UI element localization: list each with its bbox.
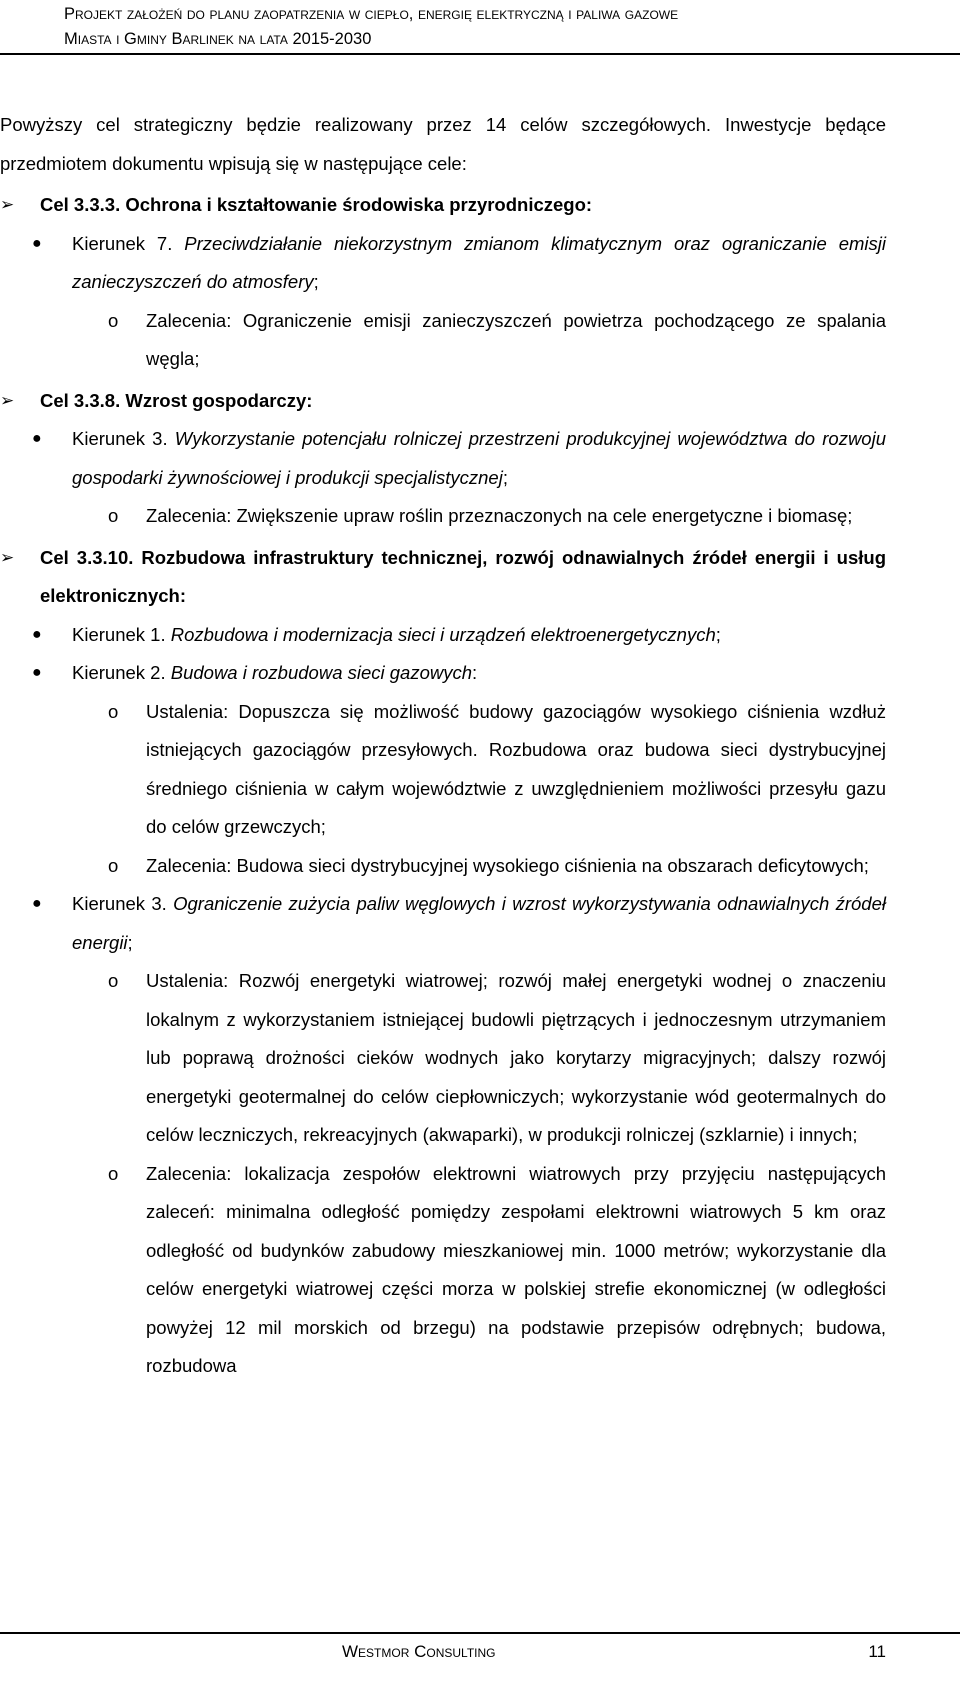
kierunek-text: Wykorzystanie potencjału rolniczej przestrzeni produkcyjnej województwa do rozwoju gospodarki żywnościowej i produkcji specjalistycznej bbox=[72, 428, 886, 488]
sub-item-text: Zalecenia: Budowa sieci dystrybucyjnej wysokiego ciśnienia na obszarach deficytowych; bbox=[146, 854, 869, 876]
bullet-icon: ● bbox=[32, 895, 42, 912]
kierunek-label: Kierunek 7. bbox=[72, 232, 173, 254]
kierunek-text: Budowa i rozbudowa sieci gazowych bbox=[170, 662, 473, 683]
footer-company: Westmor Consulting bbox=[342, 1642, 496, 1661]
page-number: 11 bbox=[868, 1642, 886, 1661]
cel-title: Cel 3.3.10. Rozbudowa infrastruktury technicznej, rozwój odnawialnych źródeł energii i usług elektronicznych: bbox=[40, 546, 886, 606]
sub-item bbox=[0, 302, 886, 379]
kierunek-item bbox=[0, 885, 886, 962]
circle-bullet-icon: o bbox=[108, 309, 119, 331]
cel-heading bbox=[0, 382, 886, 421]
sub-item-text: Zalecenia: Ograniczenie emisji zanieczyszczeń powietrza pochodzącego ze spalania węgla; bbox=[146, 309, 886, 369]
sub-item bbox=[0, 847, 886, 886]
kierunek-label: Kierunek 2. bbox=[72, 662, 166, 683]
header-line-2: Miasta i Gminy Barlinek na lata 2015-2030 bbox=[64, 30, 372, 48]
intro-paragraph: Powyższy cel strategiczny będzie realizowany przez 14 celów szczegółowych. Inwestycje będące przedmiotem dokumentu wpisują się w następujące cele: bbox=[0, 114, 886, 174]
sub-item bbox=[0, 962, 886, 1155]
circle-bullet-icon: o bbox=[108, 1162, 119, 1184]
arrow-bullet-icon: ➢ bbox=[0, 390, 15, 410]
document-body bbox=[0, 106, 886, 1386]
sub-item bbox=[0, 497, 886, 536]
kierunek-item bbox=[0, 225, 886, 302]
sub-item-text: Ustalenia: Dopuszcza się możliwość budowy gazociągów wysokiego ciśnienia wzdłuż istniejących gazociągów przesyłowych. Rozbudowa oraz budowa sieci dystrybucyjnej średniego ciśnienia w całym województwie z uwzględnieniem możliwości przesyłu gazu do celów grzewczych; bbox=[146, 700, 886, 837]
footer-divider bbox=[0, 1632, 960, 1634]
sub-item-text: Ustalenia: Rozwój energetyki wiatrowej; rozwój małej energetyki wodnej o znaczeniu lokalnym z wykorzystaniem istniejącej budowli piętrzących i jednoczesnym utrzymaniem lub poprawą drożności cieków wodnych jako korytarzy migracyjnych; dalszy rozwój energetyki geotermalnej do celów ciepłowniczych; wykorzystanie wód geotermalnych do celów leczniczych, rekreacyjnych (akwaparki), w produkcji rolniczej (szklarnie) i innych; bbox=[146, 970, 886, 1145]
kierunek-text: Rozbudowa i modernizacja sieci i urządzeń elektroenergetycznych bbox=[170, 623, 716, 645]
document-header bbox=[64, 2, 678, 52]
header-divider bbox=[0, 53, 960, 55]
kierunek-suffix: ; bbox=[715, 623, 721, 645]
header-line-1: Projekt założeń do planu zaopatrzenia w ciepło, energię elektryczną i paliwa gazowe bbox=[64, 5, 679, 23]
kierunek-label: Kierunek 3. bbox=[72, 893, 167, 914]
sub-item-text: Zalecenia: lokalizacja zespołów elektrowni wiatrowych przy przyjęciu następujących zaleceń: minimalna odległość pomiędzy zespołami elektrowni wiatrowych 5 km oraz odległość od budynków zabudowy mieszkaniowej min. 1000 metrów; wykorzystanie dla celów energetyki wiatrowej części morza w polskiej strefie ekonomicznej (w odległości powyżej 12 mil morskich od brzegu) na podstawie przepisów odrębnych; budowa, rozbudowa bbox=[146, 1162, 886, 1376]
circle-bullet-icon: o bbox=[108, 505, 119, 526]
bullet-icon: ● bbox=[32, 430, 42, 447]
kierunek-text: Przeciwdziałanie niekorzystnym zmianom klimatycznym oraz ograniczanie emisji zanieczyszczeń do atmosfery bbox=[72, 232, 886, 292]
sub-item bbox=[0, 693, 886, 847]
bullet-icon: ● bbox=[32, 625, 42, 643]
circle-bullet-icon: o bbox=[108, 970, 119, 991]
bullet-icon: ● bbox=[32, 234, 42, 252]
cel-title: Cel 3.3.3. Ochrona i kształtowanie środowiska przyrodniczego: bbox=[40, 194, 593, 215]
bullet-icon: ● bbox=[32, 664, 42, 681]
arrow-bullet-icon: ➢ bbox=[0, 195, 15, 214]
kierunek-item bbox=[0, 654, 886, 693]
kierunek-suffix: ; bbox=[313, 271, 319, 292]
circle-bullet-icon: o bbox=[108, 854, 119, 876]
kierunek-label: Kierunek 3. bbox=[72, 428, 168, 449]
cel-heading bbox=[0, 539, 886, 616]
cel-heading bbox=[0, 186, 886, 225]
circle-bullet-icon: o bbox=[108, 700, 119, 722]
cel-title: Cel 3.3.8. Wzrost gospodarczy: bbox=[40, 389, 313, 411]
arrow-bullet-icon: ➢ bbox=[0, 547, 15, 567]
kierunek-item bbox=[0, 420, 886, 497]
kierunek-item bbox=[0, 616, 886, 655]
sub-item-text: Zalecenia: Zwiększenie upraw roślin przeznaczonych na cele energetyczne i biomasę; bbox=[146, 505, 853, 526]
kierunek-label: Kierunek 1. bbox=[72, 623, 166, 645]
kierunek-suffix: ; bbox=[502, 466, 508, 488]
kierunek-text: Ograniczenie zużycia paliw węglowych i wzrost wykorzystywania odnawialnych źródeł energii bbox=[72, 893, 886, 953]
kierunek-suffix: ; bbox=[127, 931, 133, 953]
kierunek-suffix: : bbox=[472, 662, 478, 683]
sub-item bbox=[0, 1155, 886, 1386]
